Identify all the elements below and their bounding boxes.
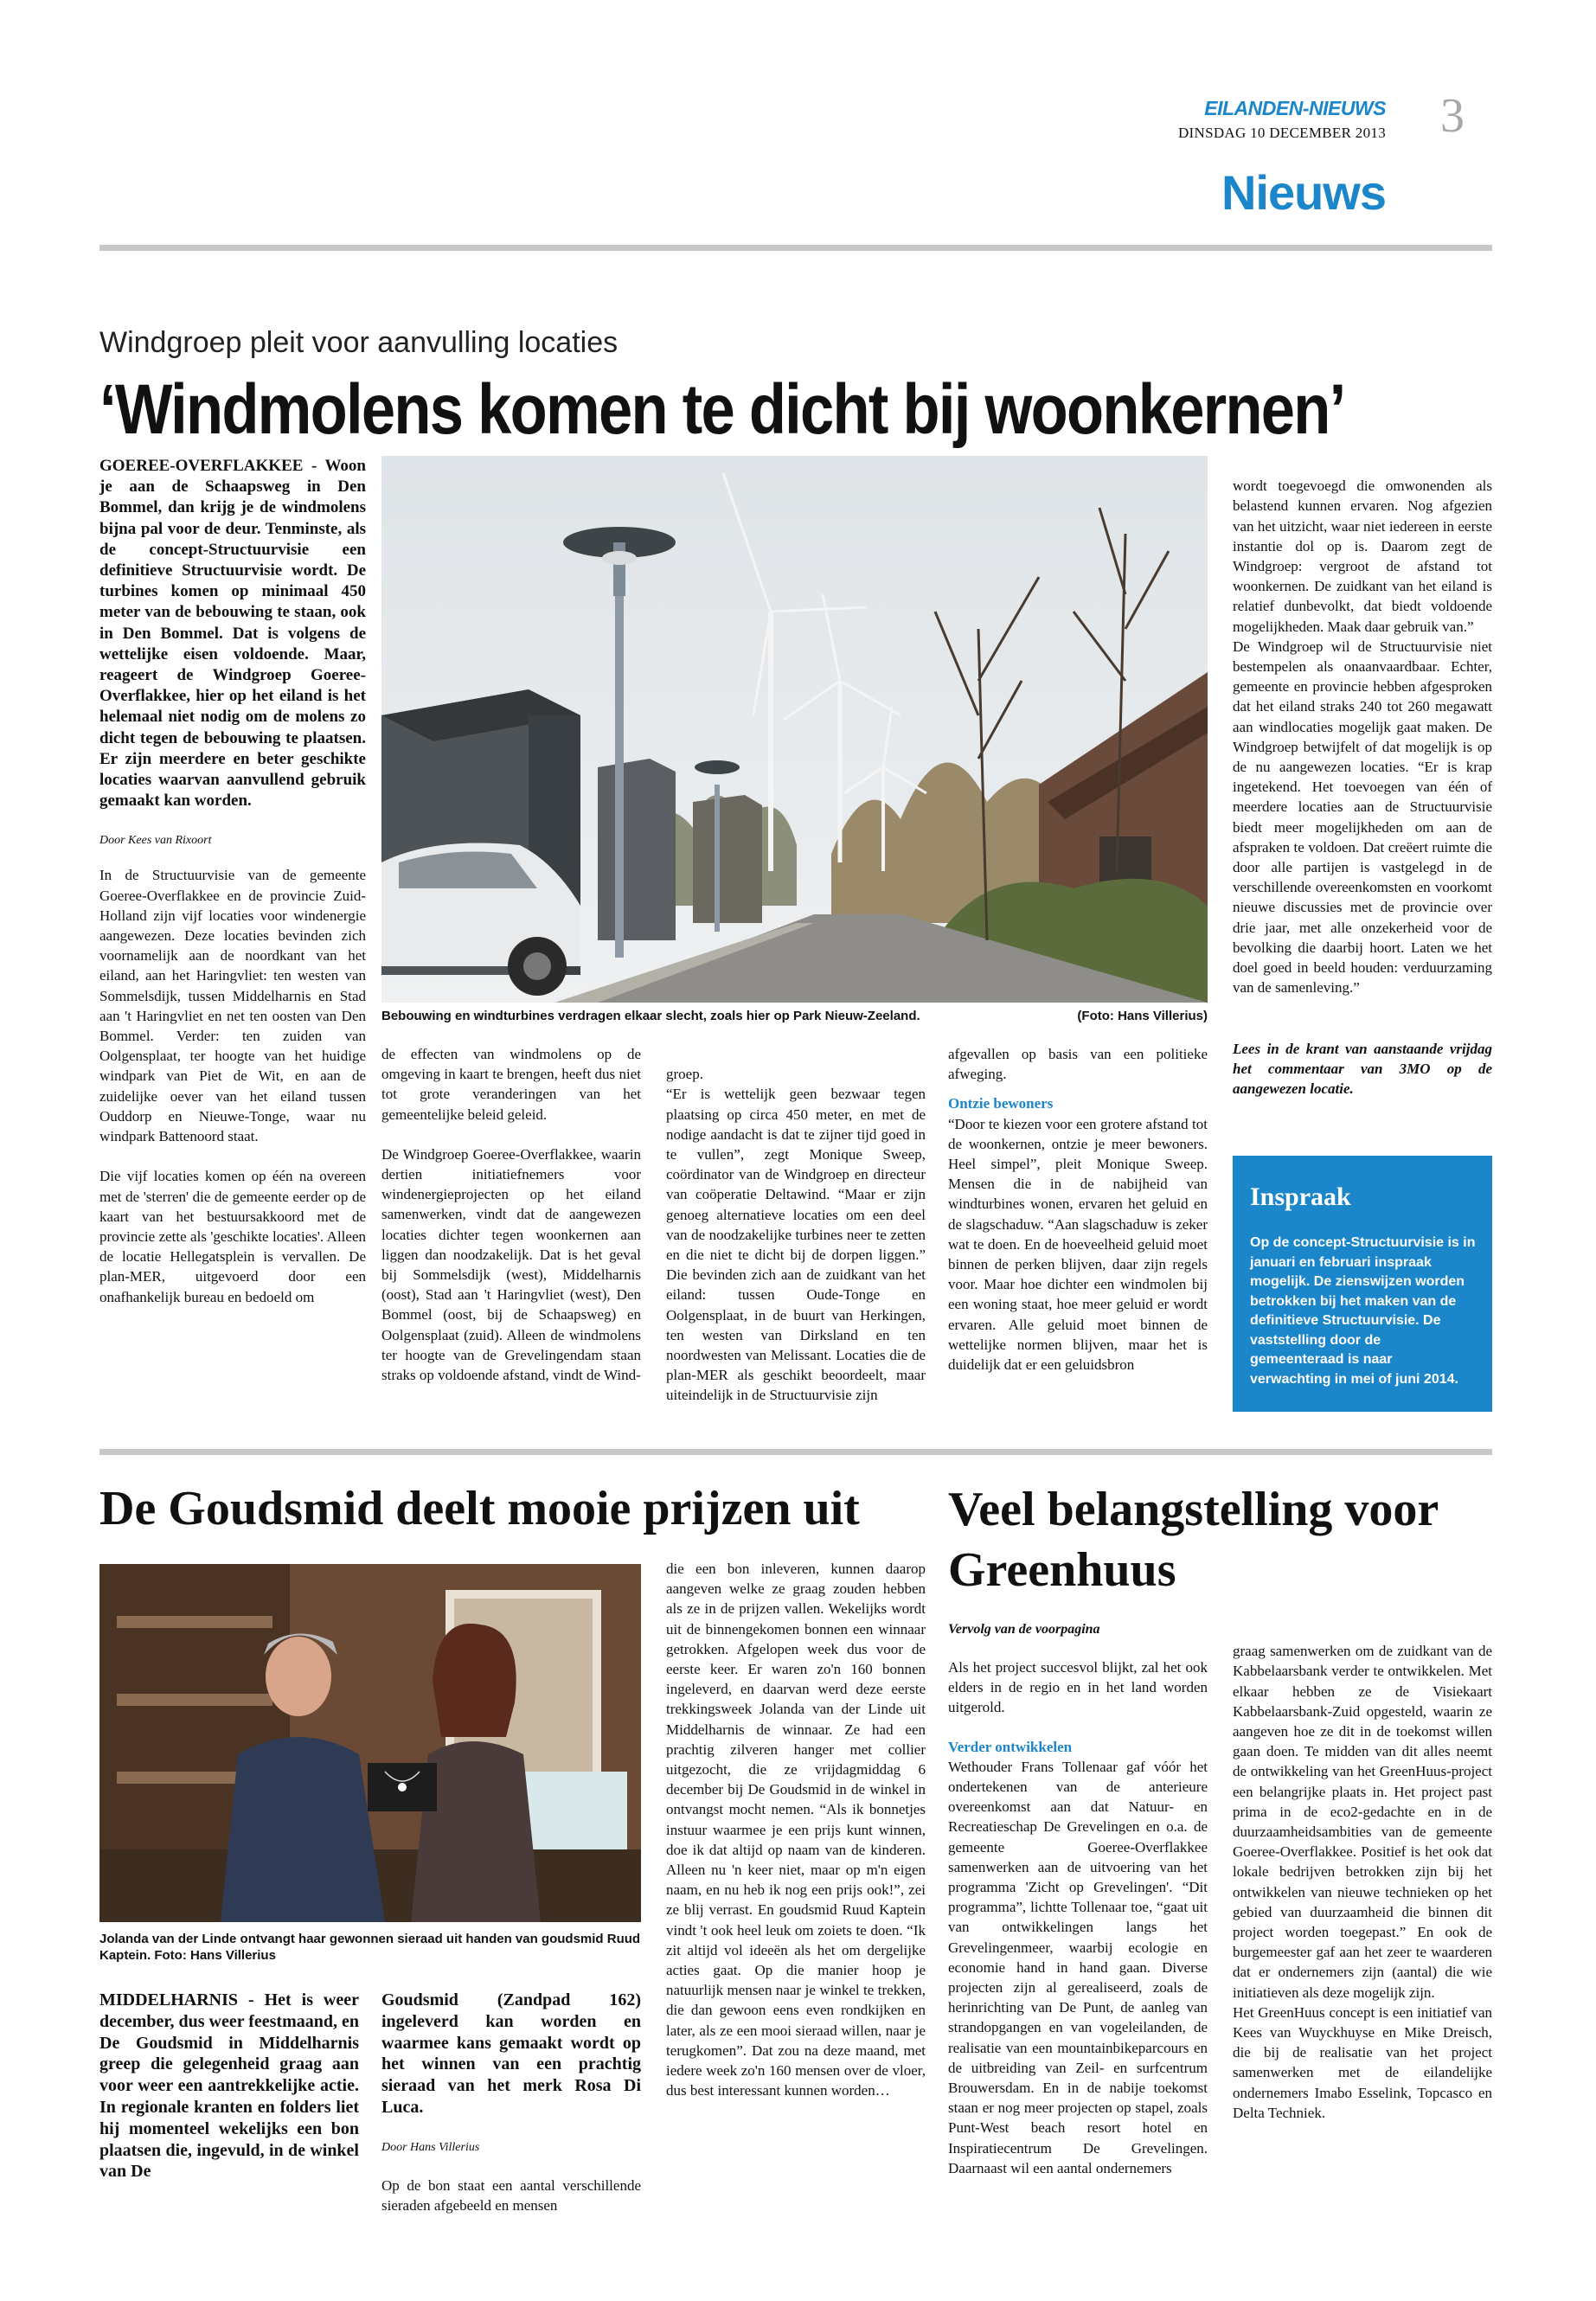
article3-col1-subhead: Verder ontwikkelen: [948, 1738, 1073, 1755]
brand-logo: EILANDEN-NIEUWS: [1204, 97, 1386, 119]
article3-col1: [948, 1621, 1208, 2178]
article1-col4: [948, 1044, 1208, 1375]
article1-col2-p2: De Windgroep Goeree-Overflakkee, waarin dertien initiatiefnemers voor windenergieprojecten op het eiland samenwerken, vindt dat de aangewezen locaties dichter tegen woonkernen aan liggen dan noodzakelijk. Dat is het geval bij Sommelsdijk (west), Middelharnis (oost), Stad aan 't Haringvliet (west), Den Bommel (oost, bij de Schaapsweg) en Oolgensplaat (zuid). Alleen de windmolens ter hoogte van de Grevelingendam staan straks op voldoende afstand, vindt de Wind-: [381, 1145, 641, 1384]
article1-col4-text: “Door te kiezen voor een grotere afstand tot de woonkernen, ontzie je meer bewoners. Heel simpel”, pleit Monique Sweep. Mensen die in de nabijheid van windturbines wonen, ervaren het geluid en de slagschaduw. “Aan slagschaduw is zeker wat te doen. En de hoeveelheid geluid moet binnen de perken blijven, daar zijn regels voor. Maar hoe dichter een windmolen bij een woning staat, hoe meer geluid er wordt ervaren. Alle geluid moet binnen de wettelijke normen blijven, maar het is duidelijk dat er een geluidsbron: [948, 1115, 1208, 1374]
article2-col2-text: Op de bon staat een aantal verschillende sieraden afgebeeld en mensen: [381, 2176, 641, 2214]
article1-col2: [381, 1044, 641, 1385]
article1-col5-note: Lees in de krant van aanstaande vrijdag het commentaar van 3MO op de aangewezen locatie.: [1233, 1040, 1492, 1098]
article1-col3: [666, 1044, 926, 1426]
article2-col2: [381, 1990, 641, 2215]
article3-col1-text: Wethouder Frans Tollenaar gaf vóór het ondertekenen van de anterieure overeenkomst aan dat Natuur- en Recreatieschap De Grevelingen en o.a. de gemeente Goeree-Overflakkee samenwerken aan de uitvoering van het programma 'Zicht op Grevelingen'. “Dit programma”, lichtte Tollenaar toe, “gaat uit van ontwikkelingen langs het Grevelingenmeer, waarbij ecologie en economie hand in hand gaan. Diverse projecten zijn al gerealiseerd, zoals de herinrichting van De Punt, de aanleg van strandopgangen en van vogeleilanden, de realisatie van een mountainbikeparcours en de uitbreiding van Zeil- en surfcentrum Brouwersdam. En in de nabije toekomst staan er nog meer projecten op stapel, zoals Punt-West beach resort hotel en Inspiratiecentrum De Grevelingen. Daarnaast wil een aantal ondernemers: [948, 1758, 1208, 2176]
article1-col2-p1: de effecten van windmolens op de omgeving in kaart te brengen, heeft dus niet tot grote veranderingen van het gemeentelijke beleid geleid.: [381, 1046, 641, 1123]
article1-col5-text: wordt toegevoegd die omwonenden als belastend kunnen ervaren. Nog afgezien van het uitzicht, waar niet iedereen in eerste instantie dol op is. Daarom zegt de Windgroep: vergroot de afstand tot woonkernen. De zuidkant van het eiland is relatief dunbevolkt, dat biedt voldoende mogelijkheden. Maak daar gebruik van.” De Windgroep wil de Structuurvisie niet bestempelen als onaanvaardbaar. Echter, gemeente en provincie hebben afgesproken dat het eiland straks 240 tot 260 megawatt aan windlocaties mogelijk gaat maken. De Windgroep betwijfelt of dat mogelijk is op de nu aangewezen locaties. “Er is krap ingetekend. Het toevoegen van één of meerdere locaties aan de Structuurvisie biedt meer mogelijkheden om aan de afspraken te voldoen. Dat creëert ruimte die door alle partijen is vastgelegd in de verschillende overeenkomsten en voorkomt nieuwe discussies met de provincie over drie jaar, met alle onzekerheid voor de bevolking die daarbij hoort. Laten we het doel goed in beeld houden: verduurzaming van de samenleving.”: [1233, 478, 1492, 997]
article1-col1: [99, 456, 366, 1307]
section-title: Nieuws: [1221, 165, 1386, 220]
article3-continued: Vervolg van de voorpagina: [948, 1622, 1100, 1637]
article1-headline: ‘Windmolens komen te dicht bij woonkernen’: [99, 370, 1345, 449]
article1-lead: GOEREE-OVERFLAKKEE - Woon je aan de Schaapsweg in Den Bommel, dan krijg je de windmolens bijna pal voor de deur. Tenminste, als de concept-Structuurvisie een definitieve Structuurvisie wordt. De turbines komen op minimaal 450 meter van de bebouwing te staan, ook in Den Bommel. Dat is volgens de wettelijke eisen voldoende. Maar, reageert de Windgroep Goeree-Overflakkee, hier op het eiland is het helemaal niet nodig om de molens zo dicht tegen de bebouwing te plaatsen. Er zijn meerdere en beter geschikte locaties waarvan aanvullend gebruik gemaakt kan worden.: [99, 457, 366, 811]
article2-photo-caption: Jolanda van der Linde ontvangt haar gewonnen sieraad uit handen van goudsmid Ruud Kaptein. Foto: Hans Villerius: [99, 1932, 641, 1963]
header-rule: [99, 245, 1492, 251]
article1-photo-caption: Bebouwing en windturbines verdragen elkaar slecht, zoals hier op Park Nieuw-Zeeland.: [381, 1009, 920, 1023]
article1-col1-p1: In de Structuurvisie van de gemeente Goeree-Overflakkee en de provincie Zuid-Holland zijn vijf locaties voor windenergie aangewezen. Deze locaties bevinden zich voornamelijk aan de noordkant van het eiland, aan het Haringvliet: ten westen van Sommelsdijk, tussen Middelharnis en Stad aan 't Haringvliet en net ten oosten van Den Bommel. Verder: ten zuiden van Oolgensplaat, ter hoogte van het huidige windpark van Piet de Wit, en aan de zuidelijke oever van het eiland tussen Ouddorp en Nieuwe-Tonge, waar nu windpark Battenoord staat.: [99, 867, 366, 1145]
article1-photo: [381, 456, 1208, 1003]
article2-col3: [666, 1559, 926, 2100]
issue-date: DINSDAG 10 DECEMBER 2013: [1177, 125, 1386, 141]
article2-headline: De Goudsmid deelt mooie prijzen uit: [99, 1482, 860, 1535]
jewelry-store-photo: [99, 1564, 641, 1922]
article2-col3-text: die een bon inleveren, kunnen daarop aangeven welke ze graag zouden hebben als ze in de prijzen vallen. Wekelijks wordt uit de binnengekomen bonnen een winnaar getrokken. Afgelopen week dus voor de eerste keer. Er waren zo'n 160 bonnen ingeleverd, en daarvan werd deze eerste trekkingsweek Jolanda van der Linde uit Middelharnis de winnaar. Ze had een prachtig zilveren hanger met collier uitgezocht, die ze vrijdagmiddag 6 december bij De Goudsmid in de winkel in ontvangst mocht nemen. “Als ik bonnetjes instuur waarmee je een prijs kunt winnen, doe ik dat altijd op naam van de kinderen. Alleen nu 'n keer niet, maar op m'n eigen naam, en nu heb ik nog een prijs ook!”, zei ze blij verrast. En goudsmid Ruud Kaptein vindt 't ook heel leuk om zoiets te doen. “Ik zit altijd vol ideeën als het om dergelijke acties gaat. Op die manier hoop je natuurlijk mensen naar je winkel te trekken, die dan gewoon eens even rondkijken en later, als ze een mooi sieraad willen, naar je terugkomen”. Dat zou na deze maand, met iedere week zo'n 160 mensen over de vloer, dus best interessant kunnen worden…: [666, 1561, 926, 2099]
article-divider: [99, 1449, 1492, 1455]
article3-headline: Veel belangstelling voor Greenhuus: [948, 1483, 1439, 1597]
article1-byline: Door Kees van Rixoort: [99, 834, 212, 848]
page-number: 3: [1440, 89, 1465, 143]
article3-col1-intro: Als het project succesvol blijkt, zal het ook elders in de regio en in het land worden uitgerold.: [948, 1659, 1208, 1716]
street-windturbine-photo: [381, 456, 1208, 1003]
article1-col5: [1233, 456, 1492, 1119]
article1-kicker: Windgroep pleit voor aanvulling locaties: [99, 326, 619, 359]
article2-lead-col1: MIDDELHARNIS - Het is weer december, dus weer feestmaand, en De Goudsmid in Middelharnis greep die gelegenheid graag aan voor weer een aantrekkelijke actie. In regionale kranten en folders liet hij momenteel wekelijks een bon plaatsen die, ingevuld, in de winkel van De: [99, 1990, 359, 2182]
article3-col2-text: graag samenwerken om de zuidkant van de Kabbelaarsbank verder te ontwikkelen. Met elkaar hebben ze de Visiekaart Kabbelaarsbank-Zuid opgesteld, waarin ze aangeven hoe ze dit in de toekomst willen gaan doen. Te midden van dit alles neemt de ontwikkeling van het GreenHuus-project een belangrijke plaats in. Het project past prima in de eco2-gedachte en in de duurzaamheidsambities van de gemeente Goeree-Overflakkee. Positief is het ook dat lokale bedrijven betrokken zijn bij het ontwikkelen van nieuwe technieken op het gebied van duurzaamheid die binnen dit project worden toegepast.” En ook de burgemeester gaf aan het zeer te waarderen dat er ondernemers zijn (aantal) die wie initiatieven als deze mogelijk zijn. Het GreenHuus concept is een initiatief van Kees van Wuyckhuyse en Mike Dreisch, die bij de realisatie van het project samenwerken met de eilandelijke ondernemers Imabo Esselink, Topcasco en Delta Techniek.: [1233, 1643, 1492, 2121]
inspraak-title: Inspraak: [1250, 1183, 1351, 1211]
article2-lead-col2: Goudsmid (Zandpad 162) ingeleverd kan worden en waarmee kans gemaakt wordt op het winnen van een prachtig sieraad van het merk Rosa Di Luca.: [381, 1990, 641, 2117]
article3-col2: [1233, 1621, 1492, 2143]
article1-col1-p2: Die vijf locaties komen op één na overeen met de 'sterren' die de gemeente eerder op de kaart van het bestuursakkoord met de provincie zette als 'geschikte locaties'. Alleen de locatie Hellegatsplein is vervallen. De plan-MER, uitgevoerd door een onafhankelijk bureau en bedoeld om: [99, 1168, 366, 1305]
article1-col4-subhead: Ontzie bewoners: [948, 1095, 1054, 1112]
article1-col4-intro: afgevallen op basis van een politieke afweging.: [948, 1046, 1208, 1083]
article2-byline: Door Hans Villerius: [381, 2140, 480, 2154]
article1-col3-p1: groep. “Er is wettelijk geen bezwaar tegen plaatsing op circa 450 meter, en met de nodige aandacht is dat te zijner tijd goed in te vullen”, zegt Monique Sweep, coördinator van de Windgroep en directeur van coöperatie Deltawind. “Maar er zijn genoeg alternatieve locaties om een deel van de noodzakelijke turbines neer te zetten en die niet te dicht bij de dorpen liggen.” Die bevinden zich aan de zuidkant van het eiland: tussen Oude-Tonge en Oolgensplaat, in de buurt van Herkingen, ten westen van Dirksland en ten noordwesten van Melissant. Locaties die de plan-MER als geschikt beoordeelt, maar uiteindelijk in de Structuurvisie zijn: [666, 1066, 926, 1404]
article1-photo-credit: (Foto: Hans Villerius): [1077, 1009, 1208, 1023]
inspraak-box: [1233, 1156, 1492, 1412]
article2-photo: [99, 1564, 641, 1922]
inspraak-text: Op de concept-Structuurvisie is in januari en februari inspraak mogelijk. De zienswijzen worden betrokken bij het maken van de definitieve Structuurvisie. De vaststelling door de gemeenteraad is naar verwachting in mei of juni 2014.: [1250, 1235, 1476, 1387]
